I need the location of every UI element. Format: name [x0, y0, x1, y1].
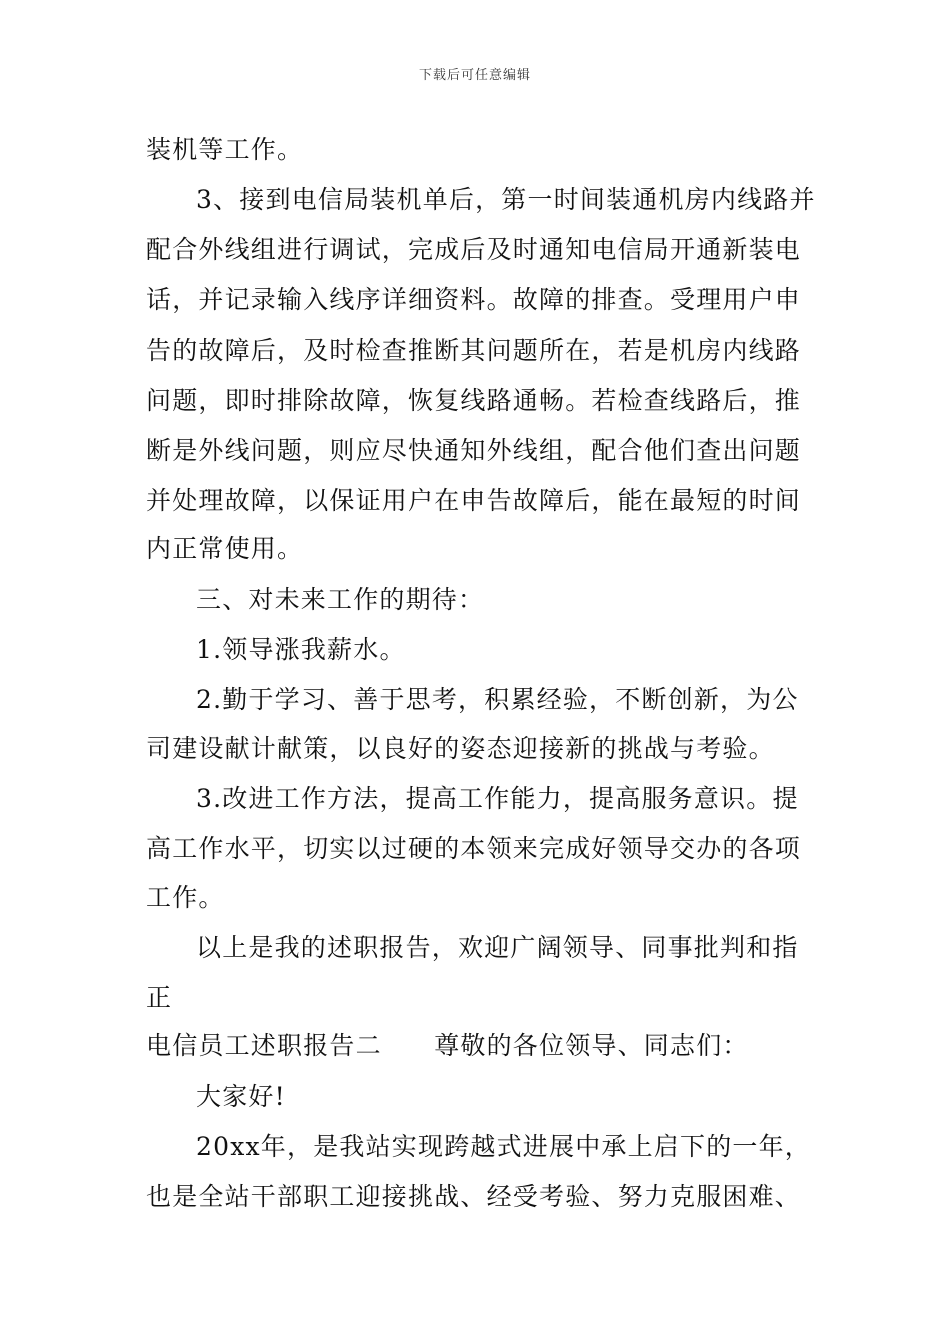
page-header: 下载后可任意编辑: [418, 68, 531, 83]
body-line: 高工作水平，切实以过硬的本领来完成好领导交办的各项: [146, 834, 802, 863]
body-line: 司建设献计献策，以良好的姿态迎接新的挑战与考验。: [146, 734, 775, 763]
body-line: 问题，即时排除故障，恢复线路通畅。若检查线路后，推: [146, 386, 802, 415]
list-item: 1.领导涨我薪水。: [196, 635, 406, 664]
list-item: 3.改进工作方法，提高工作能力，提高服务意识。提: [196, 784, 799, 813]
body-line: 内正常使用。: [146, 534, 304, 563]
body-line: 话，并记录输入线序详细资料。故障的排查。受理用户申: [146, 285, 802, 314]
report-title-line: 电信员工述职报告二 尊敬的各位领导、同志们：: [146, 1031, 749, 1060]
body-line: 以上是我的述职报告，欢迎广阔领导、同事批判和指: [196, 933, 799, 962]
body-line: 配合外线组进行调试，完成后及时通知电信局开通新装电: [146, 235, 802, 264]
section-heading: 三、对未来工作的期待：: [196, 585, 485, 614]
body-line: 告的故障后，及时检查推断其问题所在，若是机房内线路: [146, 336, 802, 365]
body-line: 正: [146, 983, 173, 1012]
greeting: 大家好!: [196, 1082, 286, 1111]
body-line: 断是外线问题，则应尽快通知外线组，配合他们查出问题: [146, 436, 802, 465]
body-line: 装机等工作。: [146, 135, 304, 164]
body-line: 工作。: [146, 883, 225, 912]
body-line: 并处理故障，以保证用户在申告故障后，能在最短的时间: [146, 486, 802, 515]
body-line: 也是全站干部职工迎接挑战、经受考验、努力克服困难、: [146, 1182, 802, 1211]
body-line: 20xx年，是我站实现跨越式进展中承上启下的一年，: [196, 1132, 812, 1161]
body-line: 3、接到电信局装机单后，第一时间装通机房内线路并: [196, 185, 816, 214]
list-item: 2.勤于学习、善于思考，积累经验，不断创新，为公: [196, 685, 799, 714]
